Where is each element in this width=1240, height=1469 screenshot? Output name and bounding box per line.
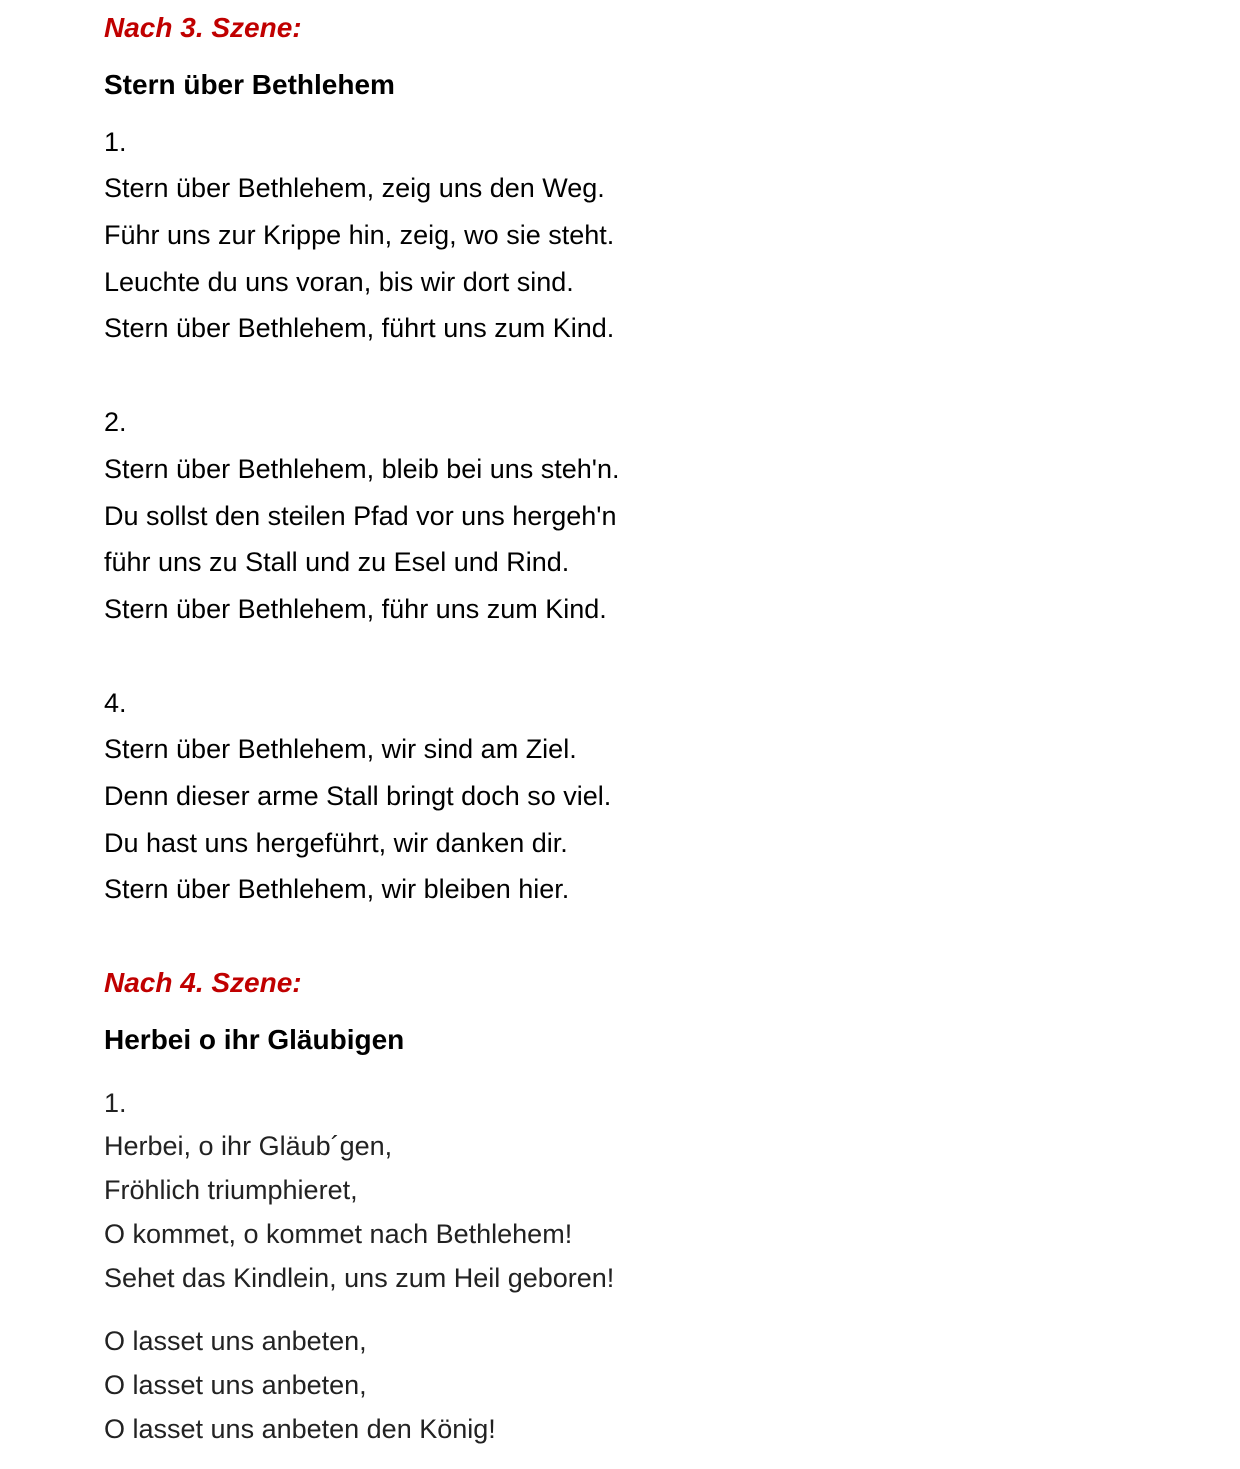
verse-number: 2. <box>104 407 127 437</box>
refrain-line: O lasset uns anbeten, <box>104 1370 367 1400</box>
verse-line: Fröhlich triumphieret, <box>104 1175 358 1205</box>
refrain-line: O lasset uns anbeten den König! <box>104 1414 496 1444</box>
verse-number: 1. <box>104 127 127 157</box>
verse-line: Stern über Bethlehem, wir sind am Ziel. <box>104 734 577 764</box>
verse-number: 1. <box>104 1088 127 1118</box>
song-title-stern: Stern über Bethlehem <box>104 69 395 100</box>
verse-line: Stern über Bethlehem, führ uns zum Kind. <box>104 594 607 624</box>
scene-heading-4: Nach 4. Szene: <box>104 967 302 998</box>
verse-line: Sehet das Kindlein, uns zum Heil geboren! <box>104 1263 615 1293</box>
song-title-herbei: Herbei o ihr Gläubigen <box>104 1024 405 1055</box>
verse-line: Leuchte du uns voran, bis wir dort sind. <box>104 267 574 297</box>
verse-line: Stern über Bethlehem, zeig uns den Weg. <box>104 173 605 203</box>
verse-line: Stern über Bethlehem, führt uns zum Kind. <box>104 313 615 343</box>
verse-line: Stern über Bethlehem, wir bleiben hier. <box>104 874 570 904</box>
refrain-line: O lasset uns anbeten, <box>104 1326 367 1356</box>
verse-line: führ uns zu Stall und zu Esel und Rind. <box>104 547 570 577</box>
verse-line: Stern über Bethlehem, bleib bei uns steh'n. <box>104 454 620 484</box>
verse-number: 4. <box>104 688 127 718</box>
verse-line: O kommet, o kommet nach Bethlehem! <box>104 1219 573 1249</box>
verse-line: Du hast uns hergeführt, wir danken dir. <box>104 828 568 858</box>
verse-line: Führ uns zur Krippe hin, zeig, wo sie steht. <box>104 220 615 250</box>
verse-line: Denn dieser arme Stall bringt doch so viel. <box>104 781 612 811</box>
scene-heading-3: Nach 3. Szene: <box>104 12 302 43</box>
verse-line: Du sollst den steilen Pfad vor uns hergeh'n <box>104 501 617 531</box>
verse-line: Herbei, o ihr Gläub´gen, <box>104 1131 393 1161</box>
